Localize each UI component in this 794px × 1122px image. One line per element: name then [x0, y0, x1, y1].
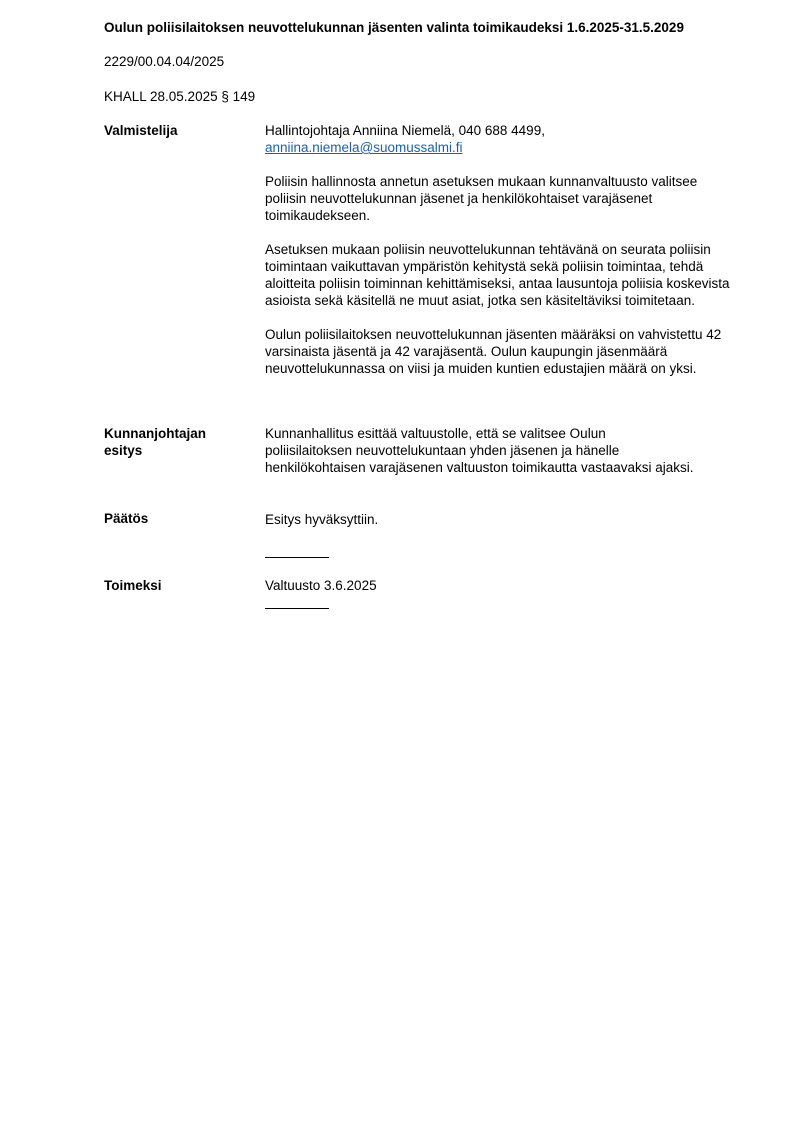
paatos-label: Päätös	[104, 511, 149, 526]
esitys-label-line1: Kunnanjohtajan	[104, 426, 206, 441]
valmistelija-content	[265, 122, 740, 377]
preparer-email-link[interactable]: anniina.niemela@suomussalmi.fi	[265, 140, 463, 155]
signature-rule	[265, 608, 329, 609]
document-title: Oulun poliisilaitoksen neuvottelukunnan jäsenten valinta toimikaudeksi 1.6.2025-31.5.2029	[104, 20, 684, 35]
signature-rule	[265, 557, 329, 558]
paatos-text: Esitys hyväksyttiin.	[265, 512, 379, 527]
valmistelija-paragraph: Asetuksen mukaan poliisin neuvottelukunnan tehtävänä on seurata poliisin toimintaan vaikuttavan ympäristön kehitystä sekä poliisin toimintaa, tehdä aloitteita poliisin toiminnan kehittämiseksi, antaa lausuntoja poliisia koskevista asioista sekä käsitellä ne muut asiat, jotka sen käsiteltäviksi toimitetaan.	[265, 242, 730, 308]
toimeksi-text: Valtuusto 3.6.2025	[265, 578, 377, 593]
esitys-label-line2: esitys	[104, 443, 143, 458]
esitys-label	[104, 425, 206, 459]
esitys-text: Kunnanhallitus esittää valtuustolle, että se valitsee Oulun poliisilaitoksen neuvottelukuntaan yhden jäsenen ja hänelle henkilökohtaisen varajäsenen valtuuston toimikautta vastaavaksi ajaksi.	[265, 426, 694, 475]
toimeksi-label: Toimeksi	[104, 578, 162, 593]
valmistelija-paragraph: Oulun poliisilaitoksen neuvottelukunnan jäsenten määräksi on vahvistettu 42 varsinaista jäsentä ja 42 varajäsentä. Oulun kaupungin jäsenmäärä neuvottelukunnassa on viisi ja muiden kuntien edustajien määrä on yksi.	[265, 327, 722, 376]
valmistelija-paragraph: Poliisin hallinnosta annetun asetuksen mukaan kunnanvaltuusto valitsee poliisin neuvottelukunnan jäsenet ja henkilökohtaiset varajäsenet toimikaudekseen.	[265, 174, 698, 223]
preparer-line: Hallintojohtaja Anniina Niemelä, 040 688 4499,	[265, 123, 545, 138]
meeting-reference: KHALL 28.05.2025 § 149	[104, 89, 256, 104]
valmistelija-label: Valmistelija	[104, 123, 178, 138]
case-number: 2229/00.04.04/2025	[104, 54, 225, 69]
